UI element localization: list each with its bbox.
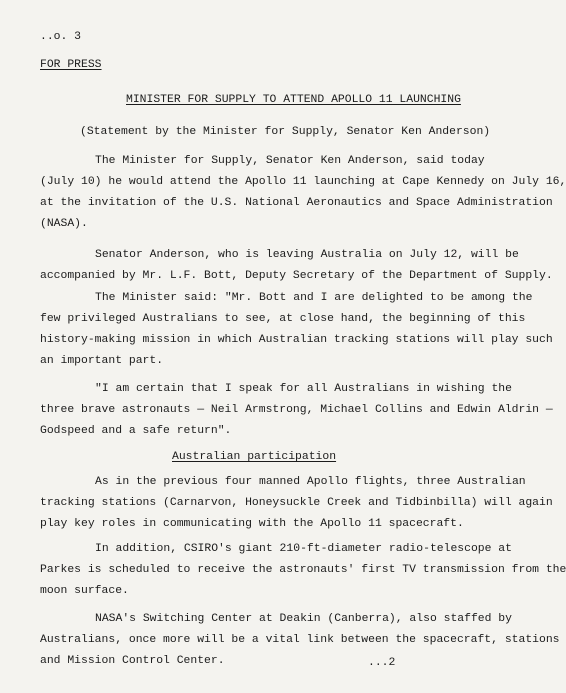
continuation-marker: ...2	[368, 657, 396, 669]
text-line: The Minister for Supply, Senator Ken Anderson, said today	[95, 155, 485, 167]
text-line: Senator Anderson, who is leaving Australia on July 12, will be	[95, 249, 519, 261]
release-number: ..o. 3	[40, 31, 82, 43]
text-line: The Minister said: "Mr. Bott and I are delighted to be among the	[95, 292, 533, 304]
text-line: moon surface.	[40, 585, 129, 597]
text-line: and Mission Control Center.	[40, 655, 225, 667]
text-line: three brave astronauts — Neil Armstrong, Michael Collins and Edwin Aldrin —	[40, 404, 553, 416]
text-line: "I am certain that I speak for all Australians in wishing the	[95, 383, 512, 395]
text-line: NASA's Switching Center at Deakin (Canberra), also staffed by	[95, 613, 512, 625]
text-line: tracking stations (Carnarvon, Honeysuckle Creek and Tidbinbilla) will again	[40, 497, 553, 509]
text-line: Australians, once more will be a vital link between the spacecraft, stations	[40, 634, 560, 646]
text-line: Godspeed and a safe return".	[40, 425, 232, 437]
release-type: FOR PRESS	[40, 59, 102, 71]
text-line: accompanied by Mr. L.F. Bott, Deputy Secretary of the Department of Supply.	[40, 270, 553, 282]
text-line: (July 10) he would attend the Apollo 11 launching at Cape Kennedy on July 16,	[40, 176, 566, 188]
text-line: Parkes is scheduled to receive the astronauts' first TV transmission from the	[40, 564, 566, 576]
page-title: MINISTER FOR SUPPLY TO ATTEND APOLLO 11 LAUNCHING	[126, 94, 461, 106]
text-line: play key roles in communicating with the Apollo 11 spacecraft.	[40, 518, 464, 530]
text-line: (NASA).	[40, 218, 88, 230]
text-line: an important part.	[40, 355, 164, 367]
text-line: history-making mission in which Australian tracking stations will play such	[40, 334, 553, 346]
text-line: In addition, CSIRO's giant 210-ft-diameter radio-telescope at	[95, 543, 512, 555]
page-subtitle: (Statement by the Minister for Supply, Senator Ken Anderson)	[80, 126, 491, 138]
text-line: few privileged Australians to see, at close hand, the beginning of this	[40, 313, 526, 325]
text-line: at the invitation of the U.S. National Aeronautics and Space Administration	[40, 197, 553, 209]
text-line: As in the previous four manned Apollo flights, three Australian	[95, 476, 526, 488]
section-heading: Australian participation	[172, 451, 337, 463]
